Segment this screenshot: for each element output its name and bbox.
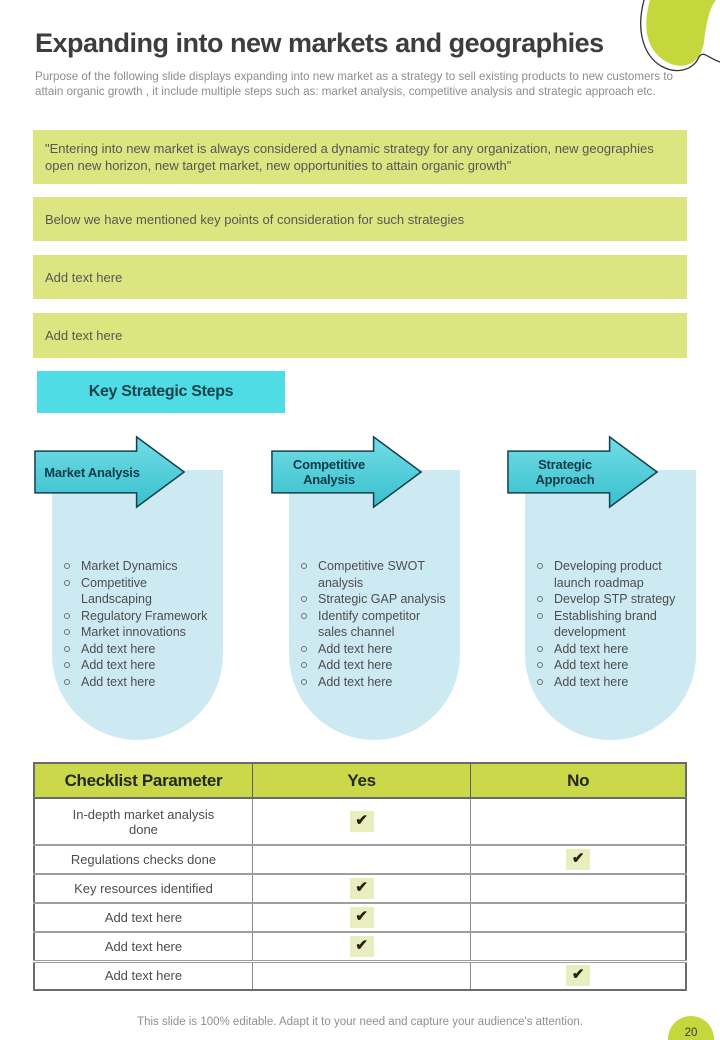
bullet-circle-icon xyxy=(537,646,543,652)
no-cell xyxy=(471,874,686,903)
bullet-circle-icon xyxy=(64,563,70,569)
list-item xyxy=(537,558,687,591)
parameter-cell[interactable]: Add text here xyxy=(34,903,252,932)
list-item xyxy=(64,558,214,575)
right-arrow-icon xyxy=(271,434,423,510)
section-header-key-strategic-steps: Key Strategic Steps xyxy=(37,371,285,413)
bullet-circle-icon xyxy=(537,596,543,602)
intro-box xyxy=(33,197,687,241)
list-item[interactable] xyxy=(64,674,214,691)
checkmark-icon: ✔ xyxy=(566,849,590,870)
placeholder-text-1[interactable]: Add text here xyxy=(45,269,123,285)
bullet-text: Develop STP strategy xyxy=(554,592,676,606)
step-arrow-label: Strategic Approach xyxy=(535,457,595,487)
placeholder-text-2[interactable]: Add text here xyxy=(45,328,123,343)
step-bullet-list xyxy=(301,558,451,690)
bullet-circle-icon xyxy=(537,563,543,569)
bullet-text: Regulatory Framework xyxy=(81,608,208,623)
quote-box xyxy=(33,130,687,184)
bullet-text[interactable]: Add text here xyxy=(318,658,393,672)
bullet-text: Competitive Landscaping xyxy=(81,575,152,606)
list-item xyxy=(64,608,214,625)
bullet-text[interactable]: Add text here xyxy=(81,658,156,672)
placeholder-box-2[interactable] xyxy=(33,313,687,358)
yes-cell xyxy=(252,961,470,990)
table-row[interactable] xyxy=(34,932,686,961)
no-cell xyxy=(471,845,686,874)
bullet-text: Identify competitor sales channel xyxy=(318,608,421,639)
yes-cell xyxy=(252,845,470,874)
list-item[interactable] xyxy=(301,674,451,691)
bullet-circle-icon xyxy=(64,629,70,635)
bullet-text[interactable]: Add text here xyxy=(318,641,393,656)
checkmark-icon xyxy=(566,877,590,898)
bullet-circle-icon xyxy=(301,679,307,685)
intro-text: Below we have mentioned key points of consideration for such strategies xyxy=(45,211,465,227)
table-header-row xyxy=(34,763,686,798)
parameter-cell: Regulations checks done xyxy=(34,845,252,874)
bullet-text: Market innovations xyxy=(81,625,186,639)
checkmark-icon: ✔ xyxy=(350,907,374,928)
bullet-circle-icon xyxy=(64,679,70,685)
checklist-table xyxy=(33,762,687,991)
list-item xyxy=(64,624,214,641)
page-title: Expanding into new markets and geographies xyxy=(35,28,604,58)
bullet-circle-icon xyxy=(301,646,307,652)
parameter-cell[interactable]: Add text here xyxy=(34,961,252,990)
no-cell xyxy=(471,903,686,932)
step-arrow-label: Market Analysis xyxy=(44,464,140,480)
no-cell xyxy=(471,961,686,990)
table-row xyxy=(34,845,686,874)
bullet-circle-icon xyxy=(64,580,70,586)
column-header-parameter: Checklist Parameter xyxy=(34,763,252,798)
column-header-yes: Yes xyxy=(252,763,470,798)
table-row[interactable] xyxy=(34,961,686,990)
table-row xyxy=(34,798,686,845)
no-cell xyxy=(471,932,686,961)
checkmark-icon xyxy=(566,934,590,955)
parameter-cell: Key resources identified xyxy=(34,874,252,903)
step-column-competitive-analysis xyxy=(271,434,463,742)
bullet-circle-icon xyxy=(537,662,543,668)
yes-cell xyxy=(252,932,470,961)
bullet-circle-icon xyxy=(301,563,307,569)
no-cell xyxy=(471,798,686,845)
bullet-circle-icon xyxy=(301,596,307,602)
right-arrow-icon xyxy=(507,434,659,510)
list-item xyxy=(301,558,451,591)
quote-text: "Entering into new market is always considered a dynamic strategy for any organization, new geographies open new horizon, new target market, new opportunities to attain organic growth" xyxy=(45,141,654,173)
bullet-text[interactable]: Add text here xyxy=(554,658,629,672)
step-column-market-analysis xyxy=(34,434,226,742)
checkmark-icon xyxy=(350,964,374,985)
step-bullet-list xyxy=(537,558,687,690)
list-item xyxy=(301,591,451,608)
placeholder-box-1[interactable] xyxy=(33,255,687,299)
bullet-circle-icon xyxy=(64,662,70,668)
list-item xyxy=(64,575,214,608)
checkmark-icon xyxy=(350,848,374,869)
bullet-text: Competitive SWOT analysis xyxy=(318,559,425,590)
yes-cell xyxy=(252,874,470,903)
checkmark-icon: ✔ xyxy=(566,965,590,986)
checkmark-icon xyxy=(566,810,590,831)
step-bullet-list xyxy=(64,558,214,690)
bullet-text[interactable]: Add text here xyxy=(554,674,629,689)
bullet-text: Strategic GAP analysis xyxy=(318,592,446,606)
bullet-text: Developing product launch roadmap xyxy=(554,559,662,590)
checkmark-icon: ✔ xyxy=(350,936,374,957)
page-number: 20 xyxy=(684,1027,698,1039)
list-item xyxy=(301,608,451,641)
table-row xyxy=(34,874,686,903)
yes-cell xyxy=(252,903,470,932)
list-item[interactable] xyxy=(64,657,214,674)
step-column-strategic-approach xyxy=(507,434,699,742)
bullet-text[interactable]: Add text here xyxy=(81,674,156,689)
list-item[interactable] xyxy=(537,641,687,658)
list-item[interactable] xyxy=(64,641,214,658)
list-item[interactable] xyxy=(301,657,451,674)
strategic-steps-region xyxy=(0,434,720,742)
list-item xyxy=(537,608,687,641)
checkmark-icon: ✔ xyxy=(350,811,374,832)
bullet-circle-icon xyxy=(301,662,307,668)
list-item xyxy=(537,591,687,608)
list-item[interactable] xyxy=(537,674,687,691)
yes-cell xyxy=(252,798,470,845)
bullet-text[interactable]: Add text here xyxy=(318,674,393,689)
bullet-circle-icon xyxy=(64,646,70,652)
column-header-no: No xyxy=(471,763,686,798)
bullet-text[interactable]: Add text here xyxy=(554,641,629,656)
page-subtitle: Purpose of the following slide displays expanding into new market as a strategy to sell existing products to new customers to attain organic growth , it include multiple steps such as: market analysis, competitive analysis and strategic approach etc. xyxy=(35,70,673,98)
bullet-circle-icon xyxy=(537,679,543,685)
footer-note: This slide is 100% editable. Adapt it to your need and capture your audience's attention. xyxy=(137,1016,583,1028)
parameter-cell[interactable]: Add text here xyxy=(34,932,252,961)
list-item[interactable] xyxy=(537,657,687,674)
checkmark-icon: ✔ xyxy=(350,878,374,899)
bullet-circle-icon xyxy=(537,613,543,619)
bullet-text: Establishing brand development xyxy=(554,608,657,639)
bullet-text: Market Dynamics xyxy=(81,559,178,573)
right-arrow-icon xyxy=(34,434,186,510)
list-item[interactable] xyxy=(301,641,451,658)
step-arrow-label: Competitive Analysis xyxy=(292,457,366,487)
parameter-cell: In-depth market analysis done xyxy=(34,798,252,845)
bullet-circle-icon xyxy=(301,613,307,619)
checkmark-icon xyxy=(566,906,590,927)
bullet-circle-icon xyxy=(64,613,70,619)
bullet-text[interactable]: Add text here xyxy=(81,641,156,656)
table-row[interactable] xyxy=(34,903,686,932)
